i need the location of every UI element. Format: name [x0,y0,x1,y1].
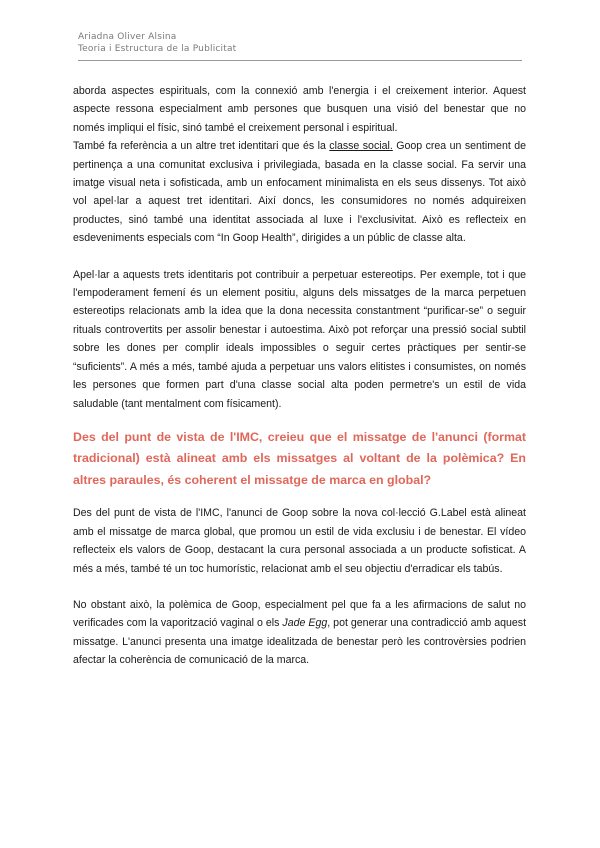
header-divider [78,60,522,61]
paragraph-text: No obstant això, la polèmica de Goop, especialment pel que fa a les afirmacions de salut no verificades com la vaporització vaginal o els [73,599,526,630]
paragraph-stereotypes: Apel·lar a aquests trets identitaris pot contribuir a perpetuar estereotips. Per exemple, tot i que l'empoderament femení és un element positiu, alguns dels missatges de la marca perpetuen estereotips relacionats amb la idea que la dona necessita constantment “purificar-se” o seguir rituals controvertits per assolir benestar i autoestima. Això pot reforçar una pressió social subtil sobre les dones per complir ideals impossibles o seguir certes pràctiques per sentir-se “suficients”. A més a més, també ajuda a perpetuar uns valors elitistes i consumistes, on només les persones que formen part d'una classe social alta poden permetre's un estil de vida saludable (tant mentalment com físicament). [73,268,526,410]
spacer [73,578,526,596]
paragraph-text: , pot generar una contradicció amb aquest missatge. L'anunci presenta una imatge idealitzada de benestar però les controvèrsies podrien afectar la coherència de comunicació de la marca. [73,617,527,667]
social-class-link[interactable]: classe social. [329,140,393,153]
document-body [73,82,526,670]
paragraph-social-class [73,137,526,247]
jade-egg-term: Jade Egg [282,617,328,630]
page-header [78,31,522,61]
paragraph-imc-alignment: Des del punt de vista de l'IMC, l'anunci de Goop sobre la nova col·lecció G.Label està alineat amb el missatge de marca global, que promou un estil de vida exclusiu i de benestar. El vídeo reflecteix els valors de Goop, destacant la cura personal associada a un producte sofisticat. A més a més, també té un toc humorístic, relacionat amb el seu objectiu d'erradicar els tabús. [73,507,526,575]
author-name: Ariadna Oliver Alsina [78,32,177,42]
section-question-heading: Des del punt de vista de l'IMC, creieu que el missatge de l'anunci (format tradicional) està alineat amb els missatges al voltant de la polèmica? En altres paraules, és coherent el missatge de marca en global? [73,429,526,487]
paragraph-text: Goop crea un sentiment de pertinença a una comunitat exclusiva i privilegiada, basada en la classe social. Fa servir una imatge visual neta i sofisticada, amb un enfocament minimalista en els seus dissenys. Tot això vol apel·lar a aquest tret identitari. Així doncs, les consumidores no només adquireixen productes, sinó també una identitat associada al luxe i l'exclusivitat. Això es reflecteix en esdeveniments especials com “In Goop Health”, dirigides a un públic de classe alta. [73,140,527,245]
paragraph-spiritual: aborda aspectes espirituals, com la connexió amb l'energia i el creixement interior. Aquest aspecte ressona especialment amb persones que busquen una visió del benestar que no només impliqui el físic, sinó també el creixement personal i espiritual. [73,85,526,134]
spacer [73,248,526,266]
paragraph-text: També fa referència a un altre tret identitari que és la [73,140,330,153]
paragraph-controversy [73,596,526,670]
course-title: Teoria i Estructura de la Publicitat [78,44,237,54]
